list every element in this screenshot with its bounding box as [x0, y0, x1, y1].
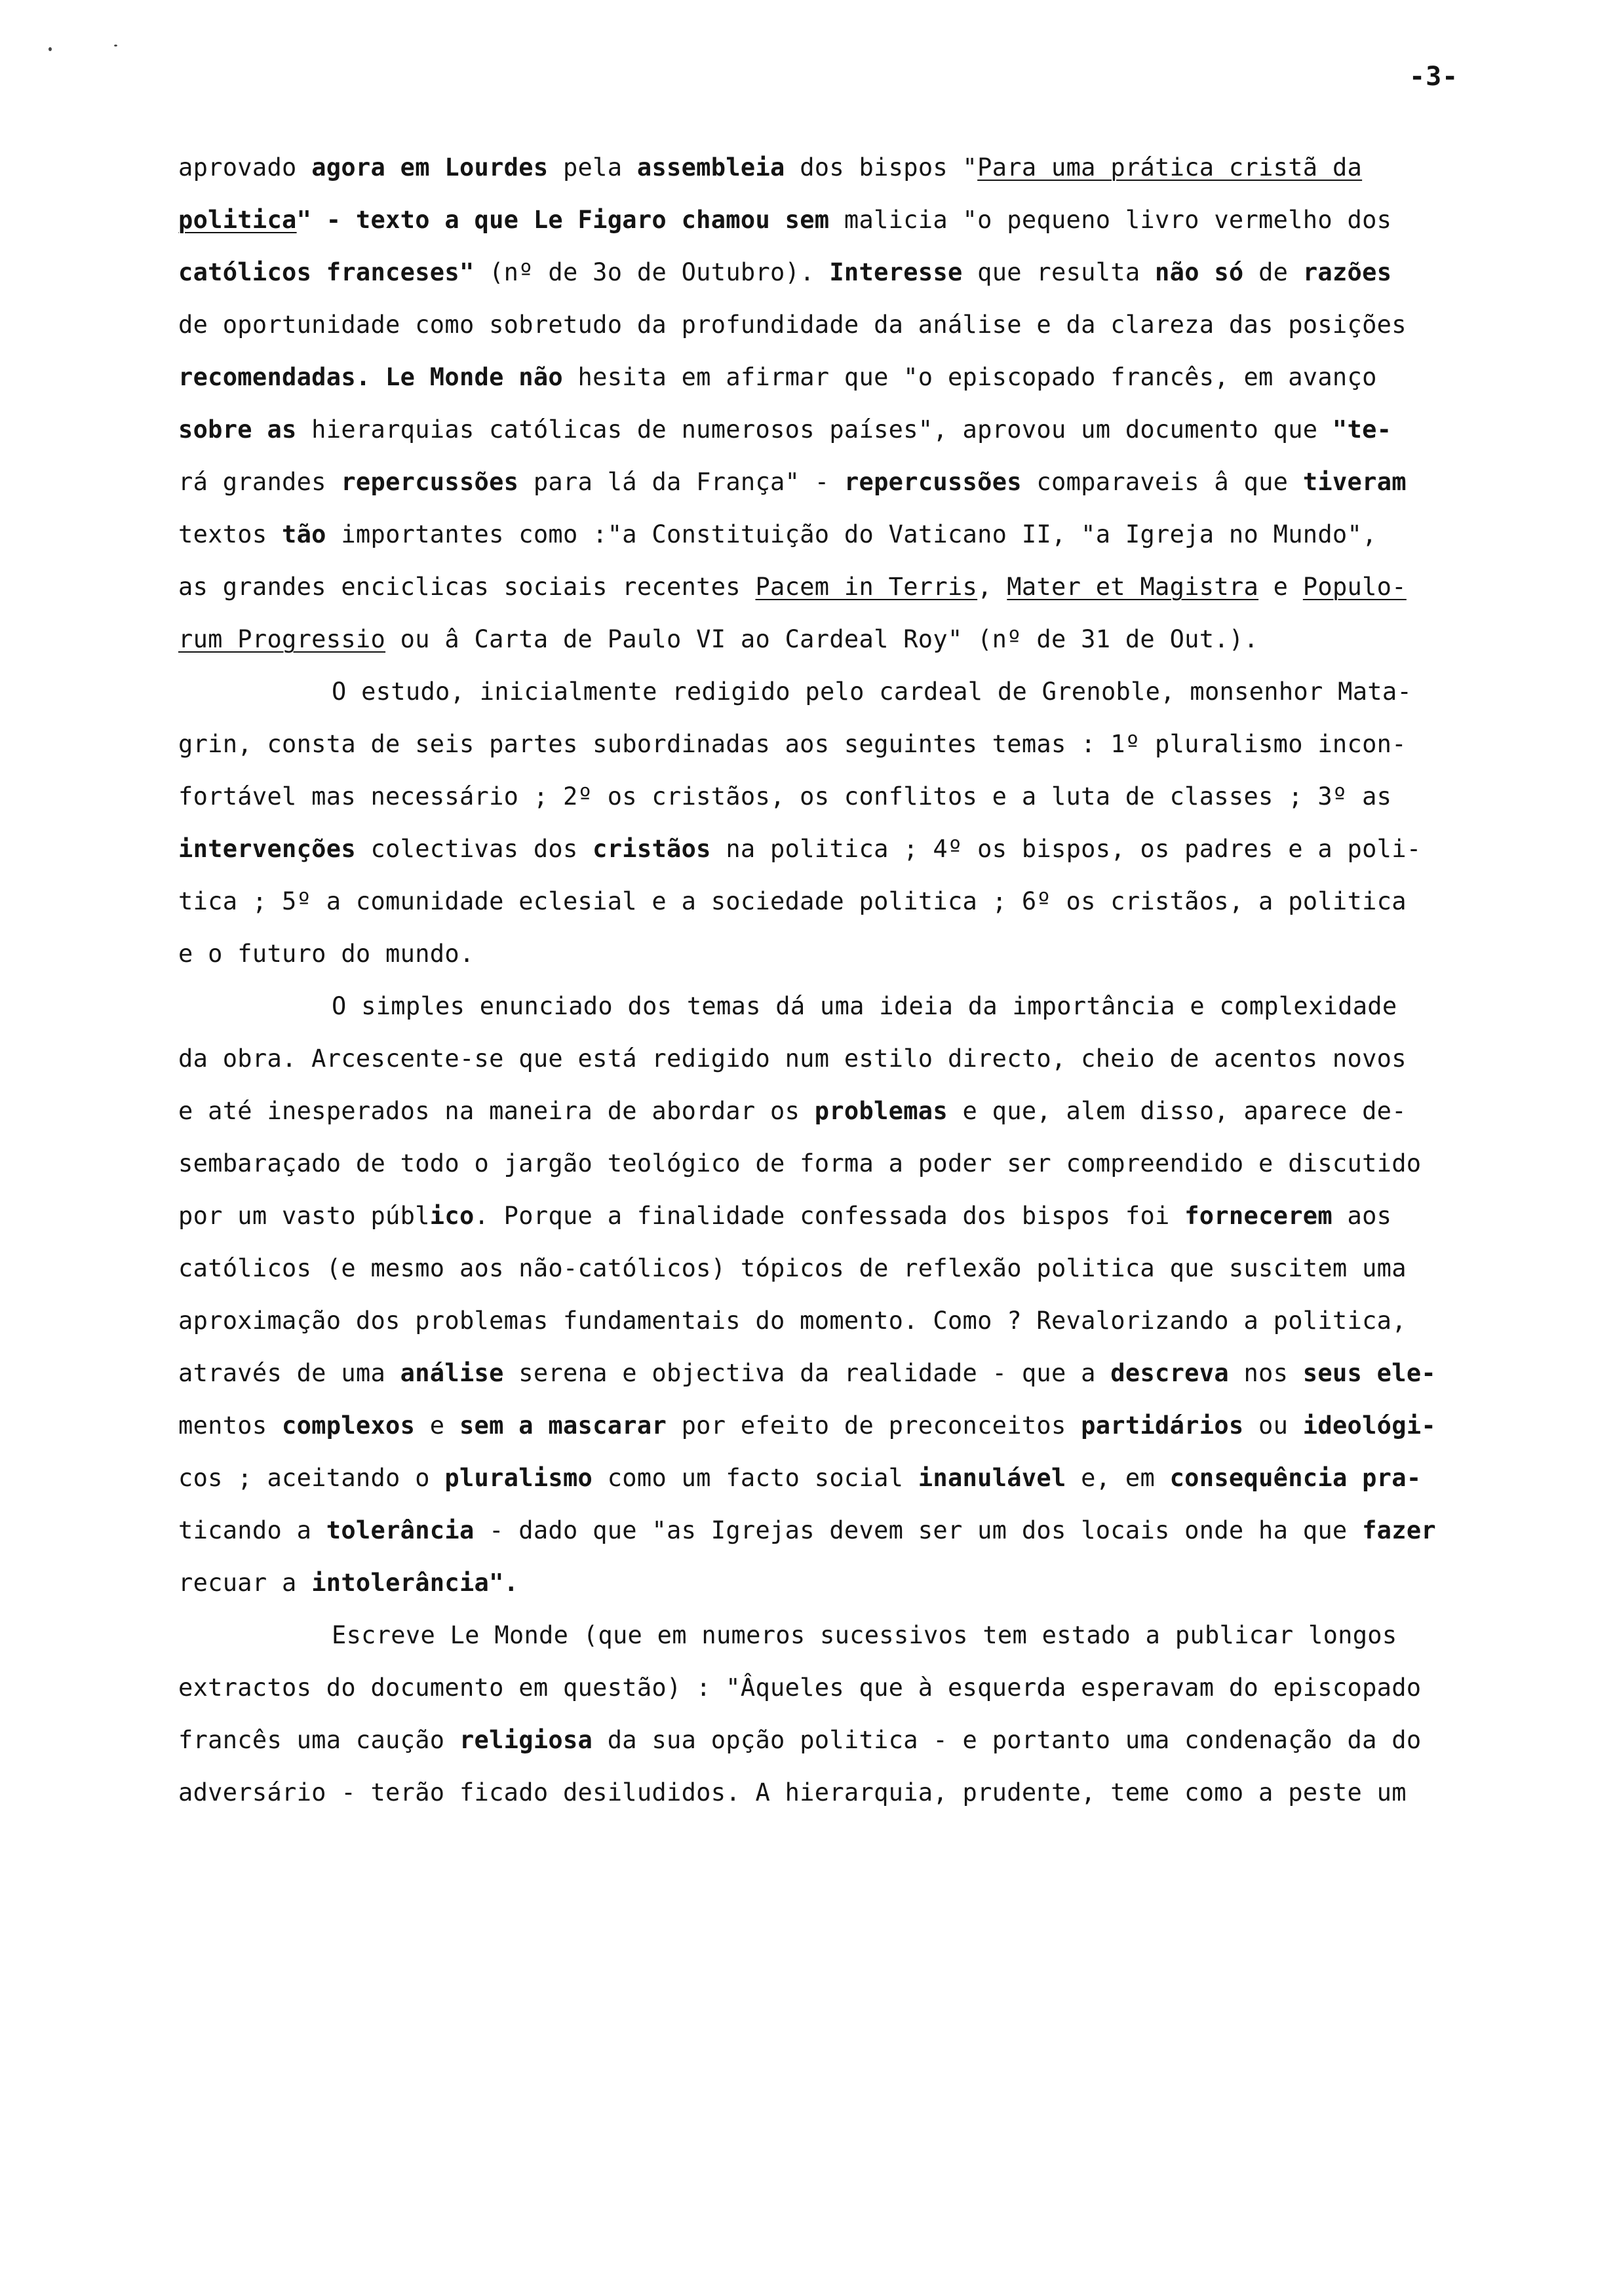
underlined-title: politica	[178, 206, 297, 234]
text-line: intervenções colectivas dos cristãos na politica ; 4º os bispos, os padres e a poli-	[178, 835, 1422, 863]
scan-speck	[114, 45, 117, 47]
text-line: adversário - terão ficado desiludidos. A hierarquia, prudente, teme como a peste um	[178, 1778, 1407, 1807]
text-line: mentos complexos e sem a mascarar por efeito de preconceitos partidários ou ideológi-	[178, 1411, 1436, 1440]
emphasis-text: problemas	[814, 1097, 948, 1125]
text-line: O estudo, inicialmente redigido pelo cardeal de Grenoble, monsenhor Mata-	[332, 678, 1412, 706]
emphasis-text: partidários	[1081, 1411, 1244, 1440]
text-line: de oportunidade como sobretudo da profundidade da análise e da clareza das posições	[178, 311, 1407, 339]
underlined-title: Mater et Magistra	[1007, 573, 1259, 601]
scan-specks	[46, 39, 125, 59]
text-line: francês uma caução religiosa da sua opção politica - e portanto uma condenação da do	[178, 1726, 1422, 1754]
emphasis-text: tolerância	[326, 1516, 475, 1544]
emphasis-text: não só	[1155, 258, 1244, 286]
text-line: católicos (e mesmo aos não-católicos) tópicos de reflexão politica que suscitem uma	[178, 1254, 1407, 1282]
emphasis-text: fazer	[1362, 1516, 1436, 1544]
text-line: rum Progressio ou â Carta de Paulo VI ao Cardeal Roy" (nº de 31 de Out.).	[178, 625, 1259, 653]
text-line: as grandes enciclicas sociais recentes Pacem in Terris, Mater et Magistra e Populo-	[178, 573, 1407, 601]
text-line: aprovado agora em Lourdes pela assembleia dos bispos "Para uma prática cristã da	[178, 153, 1363, 182]
text-line: textos tão importantes como :"a Constituição do Vaticano II, "a Igreja no Mundo",	[178, 520, 1377, 548]
emphasis-text: ico	[429, 1202, 475, 1230]
text-line: por um vasto público. Porque a finalidade confessada dos bispos foi fornecerem aos	[178, 1202, 1392, 1230]
text-line: aproximação dos problemas fundamentais do momento. Como ? Revalorizando a politica,	[178, 1307, 1407, 1335]
text-line: católicos franceses" (nº de 3o de Outubro). Interesse que resulta não só de razões	[178, 258, 1392, 286]
emphasis-text: " - texto a que Le Figaro chamou sem	[296, 206, 830, 234]
emphasis-text: descreva	[1110, 1359, 1229, 1387]
emphasis-text: análise	[400, 1359, 504, 1387]
emphasis-text: inanulável	[918, 1464, 1066, 1492]
text-line: recuar a intolerância".	[178, 1569, 519, 1597]
underlined-title: Para uma prática cristã da	[977, 153, 1363, 182]
text-line: Escreve Le Monde (que em numeros sucessivos tem estado a publicar longos	[332, 1621, 1397, 1649]
emphasis-text: sem a mascarar	[459, 1411, 667, 1440]
emphasis-text: consequência pra-	[1169, 1464, 1422, 1492]
text-line: sobre as hierarquias católicas de numerosos países", aprovou um documento que "te-	[178, 415, 1392, 444]
emphasis-text: intervenções	[178, 835, 356, 863]
emphasis-text: cristãos	[593, 835, 711, 863]
emphasis-text: repercussões	[844, 468, 1022, 496]
text-line: cos ; aceitando o pluralismo como um facto social inanulável e, em consequência pra-	[178, 1464, 1422, 1492]
text-line: sembaraçado de todo o jargão teológico de forma a poder ser compreendido e discutido	[178, 1149, 1422, 1177]
underlined-title: Populo-	[1302, 573, 1407, 601]
text-line: politica" - texto a que Le Figaro chamou sem malicia "o pequeno livro vermelho dos	[178, 206, 1392, 234]
text-line: grin, consta de seis partes subordinadas aos seguintes temas : 1º pluralismo incon-	[178, 730, 1407, 758]
emphasis-text: pluralismo	[444, 1464, 593, 1492]
page-number: -3-	[1409, 62, 1459, 92]
emphasis-text: repercussões	[341, 468, 519, 496]
emphasis-text: tão	[282, 520, 326, 548]
underlined-title: Pacem in Terris	[755, 573, 978, 601]
emphasis-text: seus ele-	[1302, 1359, 1436, 1387]
text-line: rá grandes repercussões para lá da França" - repercussões comparaveis â que tiveram	[178, 468, 1407, 496]
emphasis-text: Interesse	[829, 258, 963, 286]
text-line: através de uma análise serena e objectiva da realidade - que a descreva nos seus ele-	[178, 1359, 1436, 1387]
text-line: extractos do documento em questão) : "Âqueles que à esquerda esperavam do episcopado	[178, 1674, 1422, 1702]
text-line: da obra. Arcescente-se que está redigido num estilo directo, cheio de acentos novos	[178, 1044, 1407, 1073]
text-line: O simples enunciado dos temas dá uma ideia da importância e complexidade	[332, 992, 1397, 1020]
emphasis-text: intolerância".	[311, 1569, 519, 1597]
emphasis-text: sobre as	[178, 415, 297, 444]
emphasis-text: católicos franceses"	[178, 258, 475, 286]
underlined-title: rum Progressio	[178, 625, 386, 653]
text-line: e até inesperados na maneira de abordar os problemas e que, alem disso, aparece de-	[178, 1097, 1407, 1125]
emphasis-text: razões	[1302, 258, 1392, 286]
text-line: e o futuro do mundo.	[178, 940, 475, 968]
text-line: recomendadas. Le Monde não hesita em afirmar que "o episcopado francês, em avanço	[178, 363, 1377, 391]
text-line: ticando a tolerância - dado que "as Igrejas devem ser um dos locais onde ha que fazer	[178, 1516, 1436, 1544]
text-line: tica ; 5º a comunidade eclesial e a sociedade politica ; 6º os cristãos, a politica	[178, 887, 1407, 915]
emphasis-text: fornecerem	[1184, 1202, 1333, 1230]
text-line: fortável mas necessário ; 2º os cristãos, os conflitos e a luta de classes ; 3º as	[178, 782, 1392, 811]
scan-speck	[49, 47, 52, 51]
emphasis-text: complexos	[282, 1411, 416, 1440]
emphasis-text: religiosa	[459, 1726, 593, 1754]
emphasis-text: agora em Lourdes	[311, 153, 549, 182]
emphasis-text: ideológi-	[1302, 1411, 1436, 1440]
emphasis-text: recomendadas. Le Monde não	[178, 363, 563, 391]
emphasis-text: "te-	[1332, 415, 1392, 444]
emphasis-text: tiveram	[1302, 468, 1407, 496]
emphasis-text: assembleia	[636, 153, 785, 182]
